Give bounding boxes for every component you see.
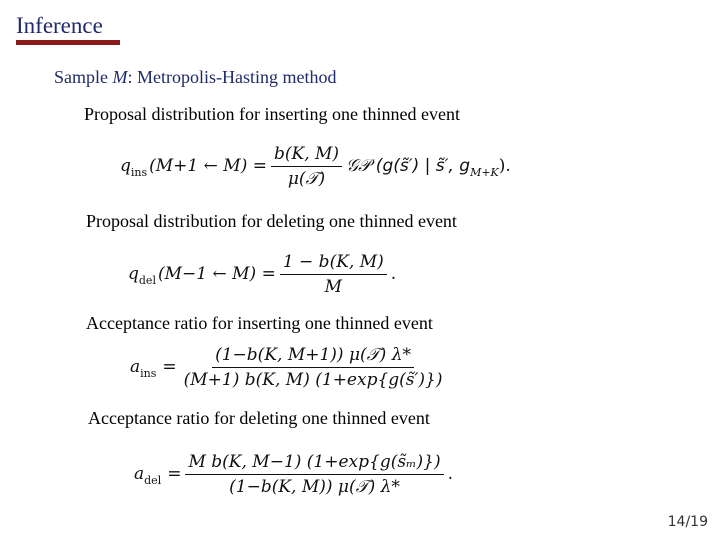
- slide-subtitle: [54, 66, 336, 88]
- a-del-numerator: M b(K, M−1) (1+exp{g(s̃ₘ)}): [185, 452, 443, 475]
- q-ins-subscript: ins: [130, 165, 148, 179]
- page-number: 14/19: [667, 514, 708, 530]
- a-del-fraction: [185, 452, 443, 497]
- q-del-numerator: 1 − b(K, M): [280, 252, 387, 275]
- section-label-insert-acceptance: Acceptance ratio for inserting one thinned event: [86, 313, 433, 333]
- q-ins-fraction: [271, 144, 342, 189]
- equation-a-del: [134, 448, 453, 500]
- a-ins-denominator: (M+1) b(K, M) (1+exp{g(s̃′)}): [183, 369, 443, 390]
- section-label-delete-proposal: Proposal distribution for deleting one thinned event: [86, 211, 457, 231]
- q-ins-symbol: q: [120, 156, 131, 176]
- q-ins-denominator: μ(𝒯): [287, 168, 326, 189]
- section-label-delete-acceptance: Acceptance ratio for deleting one thinned event: [88, 408, 430, 428]
- equation-q-ins: [120, 142, 511, 190]
- q-del-fraction: [280, 252, 387, 297]
- q-del-args: (M−1 ← M) =: [157, 264, 276, 284]
- equation-q-del: [128, 250, 396, 298]
- a-del-subscript: del: [144, 473, 162, 487]
- section-label-insert-proposal: Proposal distribution for inserting one thinned event: [84, 104, 460, 124]
- subtitle-prefix: Sample: [54, 67, 113, 87]
- a-ins-equals: =: [162, 357, 177, 377]
- a-del-denominator: (1−b(K, M)) μ(𝒯) λ*: [229, 476, 400, 497]
- equation-a-ins: [130, 342, 449, 392]
- a-del-equals: =: [167, 464, 182, 484]
- a-ins-symbol: a: [130, 357, 141, 377]
- q-ins-gp-term: 𝒢𝒫 (g(s̃′) | s̃′, g: [346, 156, 471, 176]
- q-ins-numerator: b(K, M): [271, 144, 342, 167]
- q-ins-end: ).: [498, 156, 511, 176]
- q-del-denominator: M: [324, 276, 342, 297]
- a-ins-subscript: ins: [140, 366, 157, 380]
- a-del-symbol: a: [134, 464, 145, 484]
- a-ins-fraction: [181, 345, 446, 390]
- title-underline: [16, 40, 120, 45]
- subtitle-suffix: : Metropolis-Hasting method: [127, 67, 337, 87]
- a-ins-numerator: (1−b(K, M+1)) μ(𝒯) λ*: [212, 345, 414, 368]
- q-del-subscript: del: [138, 273, 156, 287]
- q-ins-args: (M+1 ← M) =: [149, 156, 267, 176]
- a-del-end: .: [447, 464, 453, 484]
- q-ins-gp-subscript: M+K: [470, 165, 499, 179]
- q-del-symbol: q: [128, 264, 139, 284]
- slide-title: Inference: [16, 13, 103, 38]
- q-del-end: .: [390, 264, 397, 284]
- subtitle-variable: M: [112, 67, 128, 87]
